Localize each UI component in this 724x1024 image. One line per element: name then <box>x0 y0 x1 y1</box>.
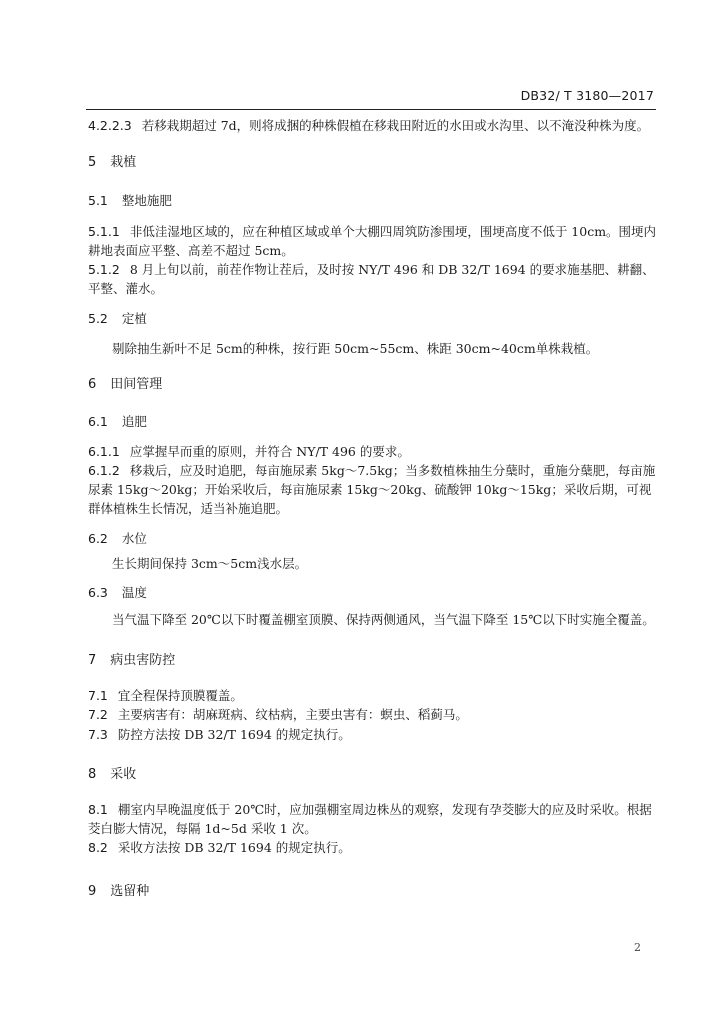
section-5-2-heading <box>88 309 658 328</box>
section-title: 田间管理 <box>110 377 163 392</box>
section-5-1-heading <box>88 191 658 210</box>
section-title: 采收 <box>110 767 137 782</box>
clause-7-2 <box>88 705 658 724</box>
clause-text: 防控方法按 DB 32/T 1694 的规定执行。 <box>117 727 351 742</box>
section-6-heading <box>88 375 658 394</box>
section-title: 温度 <box>121 585 147 600</box>
section-number: 6 <box>88 377 97 392</box>
clause-number: 8.1 <box>88 802 108 817</box>
section-6-3-heading <box>88 583 658 602</box>
section-title: 整地施肥 <box>121 193 172 208</box>
section-5-heading <box>88 153 658 172</box>
section-6-2-body: 生长期间保持 3cm～5cm浅水层。 <box>112 556 308 571</box>
clause-number: 6.1.1 <box>88 444 120 459</box>
clause-8-1 <box>88 800 658 838</box>
section-title: 病虫害防控 <box>110 653 176 668</box>
clause-text: 移栽后，应及时追肥，每亩施尿素 5kg～7.5kg；当多数植株抽生分蘖时，重施分蘖肥，每亩施尿素 15kg～20kg；开始采收后，每亩施尿素 15kg～20kg、硫酸钾 10kg～15kg；采收后期，可视群体植株生长情况，适当补施追肥。 <box>88 463 656 516</box>
clause-7-1 <box>88 686 658 705</box>
section-7-heading <box>88 651 658 670</box>
clause-number: 6.1.2 <box>88 463 120 478</box>
clause-text: 棚室内早晚温度低于 20℃时，应加强棚室周边株丛的观察，发现有孕茭膨大的应及时采收。根据茭白膨大情况，每隔 1d~5d 采收 1 次。 <box>88 802 652 836</box>
clause-number: 5.1.1 <box>88 224 120 239</box>
section-number: 5 <box>88 155 97 170</box>
clause-number: 7.1 <box>88 688 108 703</box>
clause-4-2-2-3 <box>88 116 658 135</box>
section-title: 水位 <box>121 531 147 546</box>
clause-text: 若移栽期超过 7d，则将成捆的种株假植在移栽田附近的水田或水沟里、以不淹没种株为度。 <box>141 118 650 133</box>
clause-8-2 <box>88 838 658 857</box>
section-9-heading <box>88 882 658 901</box>
clause-7-3 <box>88 725 658 744</box>
header-rule <box>86 109 656 110</box>
section-5-2-body: 剔除抽生新叶不足 5cm的种株，按行距 50cm~55cm、株距 30cm~40cm单株栽植。 <box>112 341 599 356</box>
standard-code: DB32/ T 3180—2017 <box>520 88 654 103</box>
section-title: 栽植 <box>110 155 137 170</box>
section-6-3-body: 当气温下降至 20℃以下时覆盖棚室顶膜、保持两侧通风，当气温下降至 15℃以下时实施全覆盖。 <box>112 612 655 627</box>
section-6-1-heading <box>88 412 658 431</box>
section-title: 追肥 <box>121 414 147 429</box>
section-number: 5.1 <box>88 193 108 208</box>
clause-5-1-2 <box>88 260 658 298</box>
clause-6-1-2 <box>88 461 658 518</box>
section-title: 定植 <box>121 311 147 326</box>
clause-text: 应掌握早而重的原则，并符合 NY/T 496 的要求。 <box>129 444 410 459</box>
clause-5-1-1 <box>88 222 658 260</box>
clause-text: 宜全程保持顶膜覆盖。 <box>117 688 243 703</box>
page-number: 2 <box>634 941 641 954</box>
clause-number: 5.1.2 <box>88 262 120 277</box>
clause-text: 8 月上旬以前，前茬作物让茬后，及时按 NY/T 496 和 DB 32/T 1694 的要求施基肥、耕翻、平整、灌水。 <box>88 262 655 296</box>
section-number: 5.2 <box>88 311 108 326</box>
section-number: 6.1 <box>88 414 108 429</box>
section-title: 选留种 <box>110 884 150 899</box>
section-number: 9 <box>88 884 97 899</box>
section-number: 6.3 <box>88 585 108 600</box>
clause-6-1-1 <box>88 442 658 461</box>
clause-number: 4.2.2.3 <box>88 118 132 133</box>
clause-text: 主要病害有：胡麻斑病、纹枯病，主要虫害有：螟虫、稻蓟马。 <box>117 707 468 722</box>
section-number: 7 <box>88 653 97 668</box>
section-number: 8 <box>88 767 97 782</box>
clause-text: 采收方法按 DB 32/T 1694 的规定执行。 <box>117 840 351 855</box>
clause-number: 8.2 <box>88 840 108 855</box>
clause-text: 非低洼湿地区域的，应在种植区域或单个大棚四周筑防渗围埂，围埂高度不低于 10cm。围埂内耕地表面应平整、高差不超过 5cm。 <box>88 224 657 258</box>
section-6-2-heading <box>88 529 658 548</box>
clause-number: 7.3 <box>88 727 108 742</box>
section-8-heading <box>88 765 658 784</box>
section-number: 6.2 <box>88 531 108 546</box>
clause-number: 7.2 <box>88 707 108 722</box>
